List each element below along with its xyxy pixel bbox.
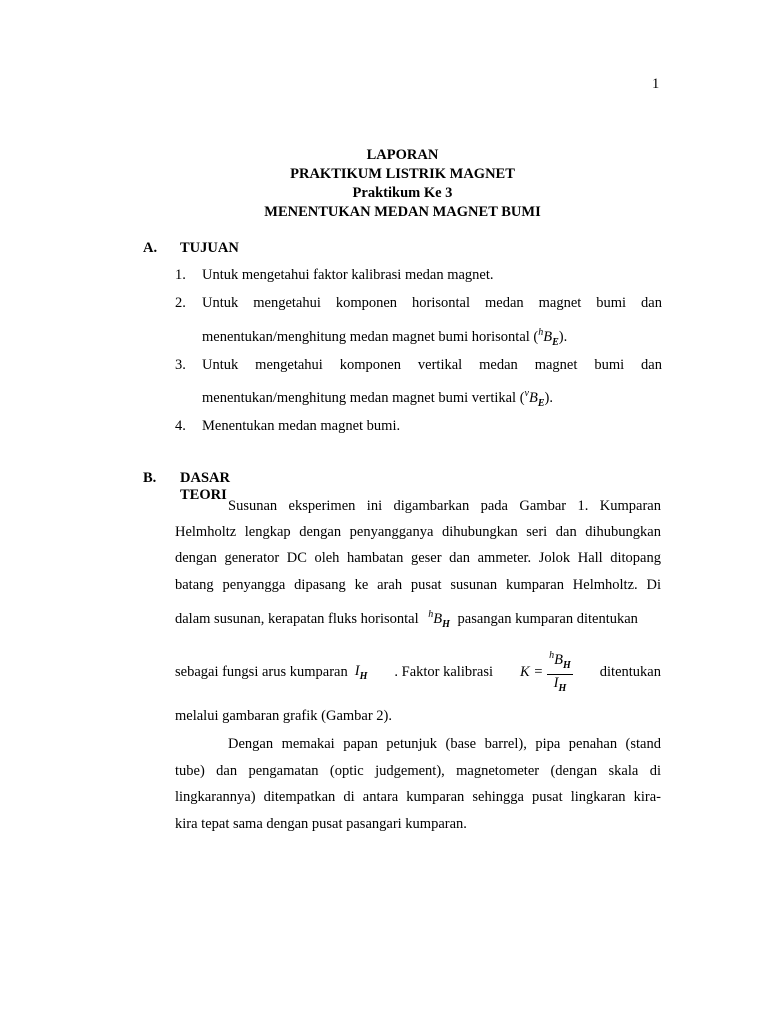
paragraph-line: dengan generator DC oleh hambatan geser dan ammeter. Jolok Hall ditopang: [175, 550, 661, 566]
paragraph-line: tube) dan pengamatan (optic judgement), magnetometer (dengan skala di: [175, 763, 661, 779]
text-segment: ditentukan: [599, 663, 661, 680]
title-line-4: MENENTUKAN MEDAN MAGNET BUMI: [264, 204, 541, 220]
title-line-1: LAPORAN: [366, 147, 439, 163]
math-var: B: [529, 390, 538, 406]
paragraph-line: melalui gambaran grafik (Gambar 2).: [175, 708, 393, 724]
math-sub: H: [442, 618, 450, 630]
text-segment: dalam susunan, kerapatan fluks horisontal: [175, 611, 419, 627]
list-text-pre: menentukan/menghitung medan magnet bumi vertikal (: [202, 390, 525, 406]
report-title: [0, 146, 768, 222]
math-var: B: [543, 329, 553, 345]
text-segment: . Faktor kalibrasi: [394, 663, 494, 680]
text-segment: pasangan kumparan ditentukan: [457, 611, 638, 627]
math-sub: E: [537, 397, 545, 409]
list-text: Untuk mengetahui komponen vertikal medan magnet bumi dan: [202, 357, 662, 373]
list-number: 1.: [175, 267, 186, 283]
math-var: B: [554, 652, 563, 669]
math-sub: H: [359, 670, 368, 682]
math-expr: [524, 388, 545, 409]
text-segment: sebagai fungsi arus kumparan: [175, 663, 348, 680]
math-sub: E: [552, 336, 559, 348]
title-line-3: Praktikum Ke 3: [352, 185, 453, 201]
math-sub: H: [563, 660, 571, 671]
paragraph-line: batang penyangga dipasang ke arah pusat susunan kumparan Helmholtz. Di: [175, 577, 661, 593]
math-sup: h: [549, 650, 555, 662]
list-text-post: ).: [544, 390, 553, 406]
section-b-letter: B.: [143, 470, 157, 486]
list-number: 4.: [175, 418, 186, 434]
math-sup: v: [524, 388, 529, 399]
paragraph-line: Helmholtz lengkap dengan penyangganya dihubungkan seri dan dihubungkan: [175, 524, 661, 540]
section-b-title: DASAR TEORI: [180, 470, 230, 503]
math-expr: [538, 327, 559, 348]
math-var: B: [433, 611, 443, 627]
math-expr: [428, 609, 450, 630]
paragraph-line: kira tepat sama dengan pusat pasangari kumparan.: [175, 816, 467, 832]
list-text: Untuk mengetahui komponen horisontal medan magnet bumi dan: [202, 295, 662, 311]
paragraph-line: lingkarannya) ditempatkan di antara kumparan sehingga pusat lingkaran kira-: [175, 789, 661, 805]
paragraph-line-with-fraction: [175, 652, 661, 692]
math-fraction: [547, 647, 573, 697]
math-var: I: [553, 675, 559, 691]
list-text: Menentukan medan magnet bumi.: [202, 418, 401, 434]
calibration-formula: [520, 647, 573, 697]
list-number: 2.: [175, 295, 186, 311]
section-a-title: TUJUAN: [180, 240, 239, 256]
math-sup: h: [428, 609, 434, 620]
fraction-numerator: [547, 647, 573, 675]
math-sup: h: [538, 327, 544, 338]
list-text-post: ).: [558, 329, 568, 345]
math-sub: H: [558, 682, 567, 694]
list-text-cont: [202, 388, 662, 409]
page-number: 1: [652, 76, 660, 92]
math-lhs: K =: [520, 663, 544, 680]
list-number: 3.: [175, 357, 186, 373]
paragraph-line: Dengan memakai papan petunjuk (base barrel), pipa penahan (stand: [228, 736, 661, 752]
title-line-2: PRAKTIKUM LISTRIK MAGNET: [290, 166, 515, 182]
list-text-cont: [202, 327, 662, 348]
paragraph-line: Susunan eksperimen ini digambarkan pada Gambar 1. Kumparan: [228, 498, 661, 514]
section-a-letter: A.: [143, 240, 158, 256]
math-expr: [355, 663, 368, 682]
paragraph-line-with-math: [175, 609, 661, 630]
list-text: Untuk mengetahui faktor kalibrasi medan magnet.: [202, 267, 494, 283]
fraction-denominator: [547, 675, 573, 697]
list-text-pre: menentukan/menghitung medan magnet bumi horisontal (: [202, 329, 539, 345]
math-var: I: [354, 662, 360, 679]
